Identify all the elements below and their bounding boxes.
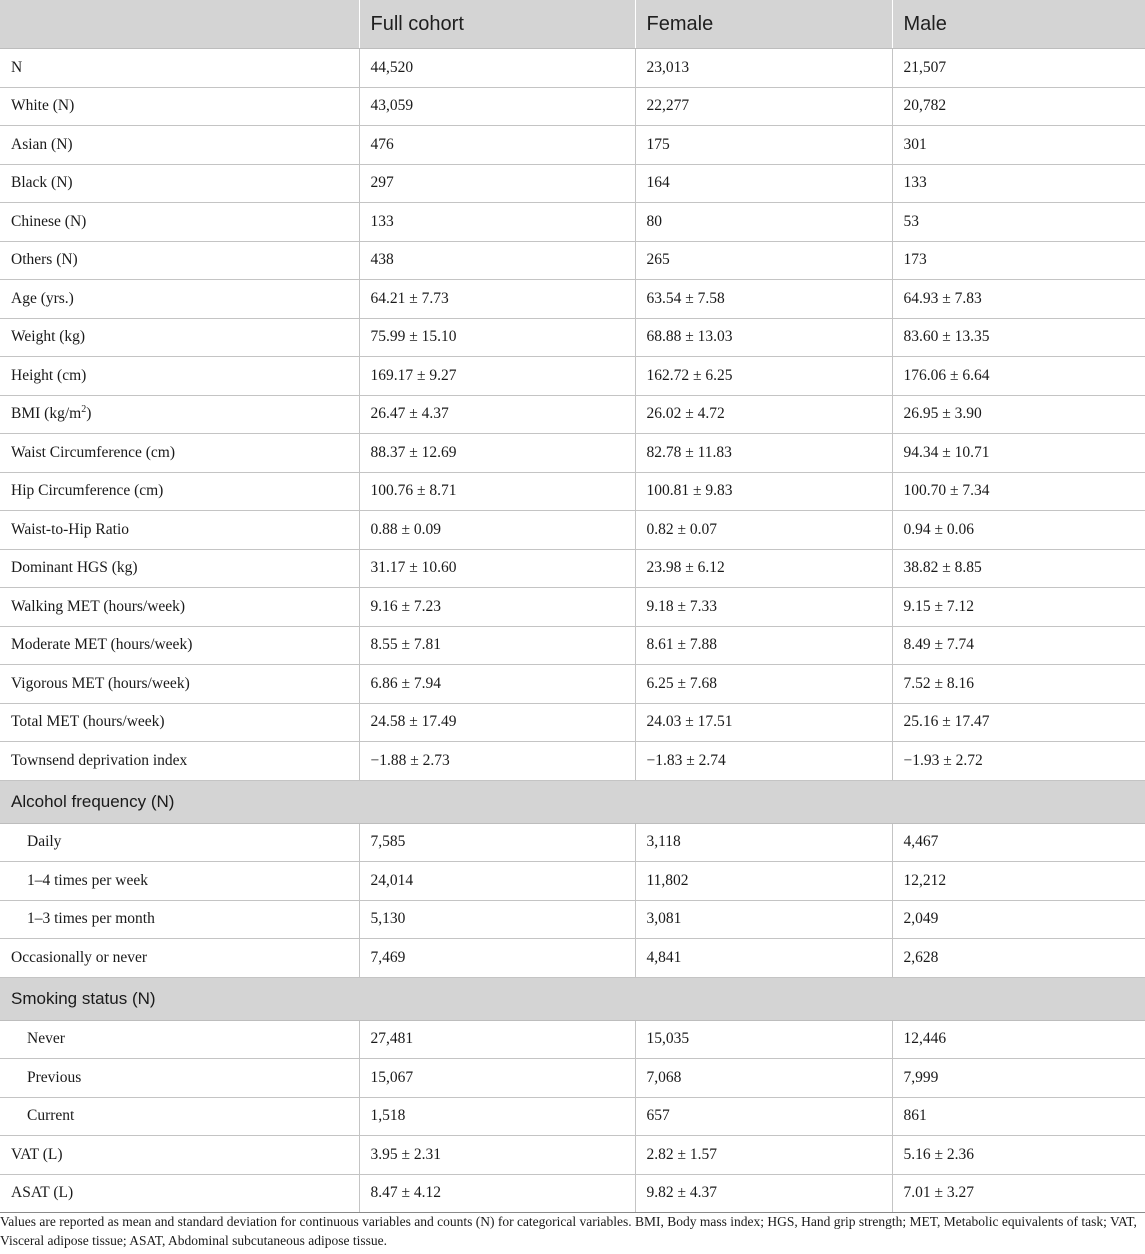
cell-full-cohort: 7,469	[359, 939, 635, 978]
row-label	[0, 434, 359, 473]
cell-female: 24.03 ± 17.51	[635, 703, 892, 742]
row-label-text: Total MET (hours/week)	[11, 713, 165, 731]
cell-male: 26.95 ± 3.90	[892, 395, 1145, 434]
cell-full-cohort: 31.17 ± 10.60	[359, 549, 635, 588]
table-body	[0, 49, 1145, 1213]
cell-female: 2.82 ± 1.57	[635, 1136, 892, 1175]
cell-full-cohort: 27,481	[359, 1020, 635, 1059]
row-label-text: BMI (kg/m	[11, 405, 82, 423]
cell-female: 9.18 ± 7.33	[635, 588, 892, 627]
section-header-label: Smoking status (N)	[0, 977, 1145, 1020]
cell-female: 22,277	[635, 87, 892, 126]
cell-full-cohort: 0.88 ± 0.09	[359, 511, 635, 550]
cell-female: 23.98 ± 6.12	[635, 549, 892, 588]
table-footnote: Values are reported as mean and standard deviation for continuous variables and counts (N) for categorical variables. BMI, Body mass index; HGS, Hand grip strength; MET, Metabolic equivalents of task; VAT, Visceral adipose tissue; ASAT, Abdominal subcutaneous adipose tissue.	[0, 1214, 1137, 1248]
cell-full-cohort: 88.37 ± 12.69	[359, 434, 635, 473]
row-label-text: 1–4 times per week	[27, 871, 148, 889]
row-label-text: Asian (N)	[11, 135, 73, 153]
cell-full-cohort: 476	[359, 126, 635, 165]
table-row	[0, 241, 1145, 280]
row-label	[0, 280, 359, 319]
cell-male: 173	[892, 241, 1145, 280]
cell-male: 64.93 ± 7.83	[892, 280, 1145, 319]
row-label	[0, 472, 359, 511]
cell-male: 2,628	[892, 939, 1145, 978]
row-label-text: Black (N)	[11, 174, 73, 192]
cell-male: −1.93 ± 2.72	[892, 742, 1145, 781]
row-label-text: Townsend deprivation index	[11, 751, 188, 769]
table-row	[0, 164, 1145, 203]
row-label-text: ASAT (L)	[11, 1184, 74, 1202]
table-row	[0, 823, 1145, 862]
row-label-text: 1–3 times per month	[27, 910, 155, 928]
row-label-text: N	[11, 58, 23, 76]
table-row	[0, 280, 1145, 319]
cell-female: 0.82 ± 0.07	[635, 511, 892, 550]
cell-full-cohort: 3.95 ± 2.31	[359, 1136, 635, 1175]
cell-full-cohort: 64.21 ± 7.73	[359, 280, 635, 319]
cell-female: 4,841	[635, 939, 892, 978]
row-label-text: Vigorous MET (hours/week)	[11, 674, 190, 692]
table-row	[0, 939, 1145, 978]
cell-female: 164	[635, 164, 892, 203]
table-row	[0, 1059, 1145, 1098]
cell-full-cohort: 6.86 ± 7.94	[359, 665, 635, 704]
cell-full-cohort: 26.47 ± 4.37	[359, 395, 635, 434]
table-row	[0, 549, 1145, 588]
row-label-text: Occasionally or never	[11, 948, 147, 966]
cell-male: 133	[892, 164, 1145, 203]
table-row	[0, 665, 1145, 704]
row-label-text: Chinese (N)	[11, 212, 87, 230]
cell-female: 7,068	[635, 1059, 892, 1098]
row-label	[0, 626, 359, 665]
table-row	[0, 1097, 1145, 1136]
cell-male: 176.06 ± 6.64	[892, 357, 1145, 396]
row-label	[0, 318, 359, 357]
cell-full-cohort: 169.17 ± 9.27	[359, 357, 635, 396]
cell-full-cohort: 24,014	[359, 862, 635, 901]
cell-male: 100.70 ± 7.34	[892, 472, 1145, 511]
cell-male: 21,507	[892, 49, 1145, 88]
row-label	[0, 823, 359, 862]
table-row	[0, 511, 1145, 550]
row-label	[0, 49, 359, 88]
cell-female: 82.78 ± 11.83	[635, 434, 892, 473]
table-row	[0, 862, 1145, 901]
row-label-text: Previous	[27, 1068, 82, 1086]
table-row	[0, 87, 1145, 126]
cell-male: 301	[892, 126, 1145, 165]
cell-female: 175	[635, 126, 892, 165]
row-label-text: VAT (L)	[11, 1145, 63, 1163]
cell-full-cohort: 5,130	[359, 900, 635, 939]
cell-full-cohort: 44,520	[359, 49, 635, 88]
cell-female: 80	[635, 203, 892, 242]
cell-male: 5.16 ± 2.36	[892, 1136, 1145, 1175]
header-cell-full-cohort: Full cohort	[359, 0, 635, 49]
cell-female: 15,035	[635, 1020, 892, 1059]
cell-male: 20,782	[892, 87, 1145, 126]
row-label	[0, 164, 359, 203]
header-row	[0, 0, 1145, 49]
cell-female: 3,081	[635, 900, 892, 939]
cell-female: 11,802	[635, 862, 892, 901]
section-header-row	[0, 780, 1145, 823]
section-header-row	[0, 977, 1145, 1020]
row-label	[0, 549, 359, 588]
row-label	[0, 703, 359, 742]
cell-male: 7.01 ± 3.27	[892, 1174, 1145, 1213]
table-row	[0, 588, 1145, 627]
cell-male: 0.94 ± 0.06	[892, 511, 1145, 550]
cell-full-cohort: 133	[359, 203, 635, 242]
row-label-text: Hip Circumference (cm)	[11, 482, 164, 500]
row-label	[0, 1174, 359, 1213]
table-row	[0, 1174, 1145, 1213]
cell-male: 4,467	[892, 823, 1145, 862]
table-row	[0, 49, 1145, 88]
cell-male: 94.34 ± 10.71	[892, 434, 1145, 473]
row-label	[0, 241, 359, 280]
row-label	[0, 1097, 359, 1136]
row-label-text: White (N)	[11, 97, 75, 115]
cell-female: 63.54 ± 7.58	[635, 280, 892, 319]
row-label-text: Age (yrs.)	[11, 289, 74, 307]
table-row	[0, 357, 1145, 396]
cell-full-cohort: 43,059	[359, 87, 635, 126]
table-row	[0, 703, 1145, 742]
table-row	[0, 434, 1145, 473]
table-row	[0, 742, 1145, 781]
row-label-text: Moderate MET (hours/week)	[11, 636, 193, 654]
table-row	[0, 900, 1145, 939]
cell-male: 83.60 ± 13.35	[892, 318, 1145, 357]
cell-full-cohort: 75.99 ± 15.10	[359, 318, 635, 357]
row-label	[0, 900, 359, 939]
cell-male: 8.49 ± 7.74	[892, 626, 1145, 665]
cell-male: 53	[892, 203, 1145, 242]
row-label-suffix: )	[86, 405, 92, 423]
table-row	[0, 1136, 1145, 1175]
cell-full-cohort: 9.16 ± 7.23	[359, 588, 635, 627]
cell-female: −1.83 ± 2.74	[635, 742, 892, 781]
section-header-label: Alcohol frequency (N)	[0, 780, 1145, 823]
row-label-text: Never	[27, 1030, 65, 1048]
cell-female: 657	[635, 1097, 892, 1136]
cell-male: 9.15 ± 7.12	[892, 588, 1145, 627]
cell-full-cohort: 438	[359, 241, 635, 280]
cell-female: 162.72 ± 6.25	[635, 357, 892, 396]
row-label-text: Dominant HGS (kg)	[11, 559, 138, 577]
row-label	[0, 742, 359, 781]
row-label-text: Walking MET (hours/week)	[11, 597, 186, 615]
row-label	[0, 1059, 359, 1098]
cell-full-cohort: 8.55 ± 7.81	[359, 626, 635, 665]
row-label	[0, 511, 359, 550]
cell-female: 68.88 ± 13.03	[635, 318, 892, 357]
cell-female: 23,013	[635, 49, 892, 88]
cell-male: 2,049	[892, 900, 1145, 939]
cell-female: 9.82 ± 4.37	[635, 1174, 892, 1213]
cell-female: 6.25 ± 7.68	[635, 665, 892, 704]
table-row	[0, 626, 1145, 665]
row-label-text: Height (cm)	[11, 366, 87, 384]
cell-male: 7,999	[892, 1059, 1145, 1098]
cell-full-cohort: 24.58 ± 17.49	[359, 703, 635, 742]
row-label-text: Weight (kg)	[11, 328, 86, 346]
table-row	[0, 1020, 1145, 1059]
row-label	[0, 203, 359, 242]
row-label	[0, 1020, 359, 1059]
header-cell-female: Female	[635, 0, 892, 49]
row-label	[0, 939, 359, 978]
cell-male: 12,446	[892, 1020, 1145, 1059]
table-row	[0, 472, 1145, 511]
cell-male: 38.82 ± 8.85	[892, 549, 1145, 588]
table-row	[0, 126, 1145, 165]
row-label-superscript: 2	[81, 404, 87, 416]
row-label	[0, 1136, 359, 1175]
row-label	[0, 357, 359, 396]
cell-female: 265	[635, 241, 892, 280]
table-row	[0, 203, 1145, 242]
cell-male: 7.52 ± 8.16	[892, 665, 1145, 704]
cell-full-cohort: −1.88 ± 2.73	[359, 742, 635, 781]
row-label-text: Waist-to-Hip Ratio	[11, 520, 129, 538]
row-label	[0, 862, 359, 901]
table-row	[0, 318, 1145, 357]
row-label-text: Current	[27, 1107, 75, 1125]
cell-female: 3,118	[635, 823, 892, 862]
cell-female: 26.02 ± 4.72	[635, 395, 892, 434]
row-label-text: Daily	[27, 833, 62, 851]
cell-full-cohort: 297	[359, 164, 635, 203]
cell-male: 12,212	[892, 862, 1145, 901]
cell-full-cohort: 8.47 ± 4.12	[359, 1174, 635, 1213]
row-label	[0, 588, 359, 627]
cell-full-cohort: 7,585	[359, 823, 635, 862]
row-label-text: Waist Circumference (cm)	[11, 443, 176, 461]
row-label	[0, 87, 359, 126]
cell-full-cohort: 15,067	[359, 1059, 635, 1098]
cell-full-cohort: 100.76 ± 8.71	[359, 472, 635, 511]
cell-male: 861	[892, 1097, 1145, 1136]
row-label	[0, 126, 359, 165]
row-label	[0, 665, 359, 704]
cell-female: 8.61 ± 7.88	[635, 626, 892, 665]
row-label	[0, 395, 359, 434]
table-header	[0, 0, 1145, 49]
cell-female: 100.81 ± 9.83	[635, 472, 892, 511]
header-cell-variable	[0, 0, 359, 49]
cell-male: 25.16 ± 17.47	[892, 703, 1145, 742]
row-label-text: Others (N)	[11, 251, 78, 269]
cell-full-cohort: 1,518	[359, 1097, 635, 1136]
table-row	[0, 395, 1145, 434]
header-cell-male: Male	[892, 0, 1145, 49]
